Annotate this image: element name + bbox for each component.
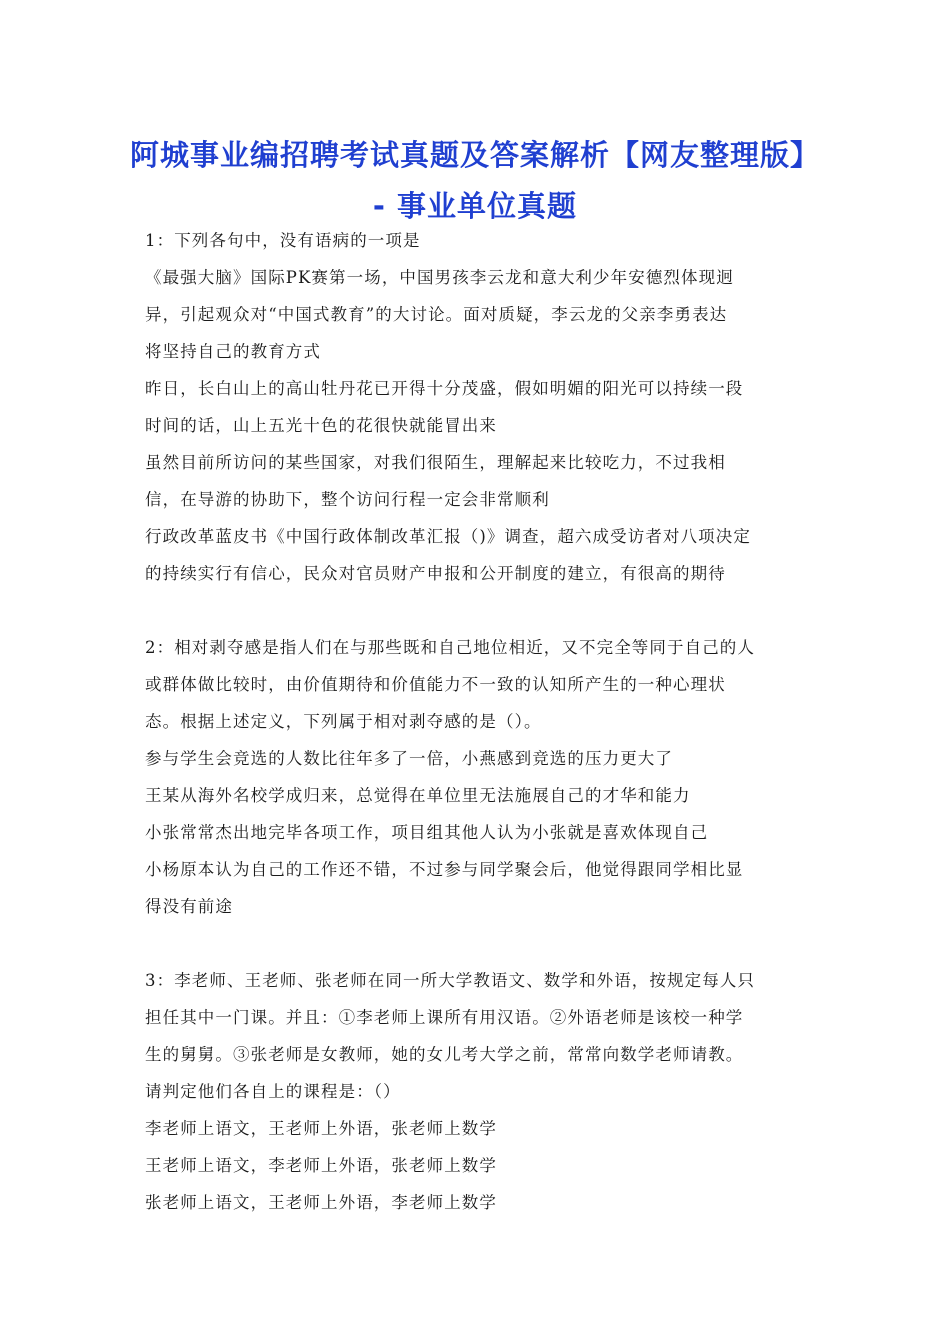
question-3-option-a [145, 1110, 810, 1147]
document-title-line-1: 阿城事业编招聘考试真题及答案解析【网友整理版】 [129, 138, 820, 172]
question-1-option-b [145, 370, 810, 444]
option-line: 张老师上语文，王老师上外语，李老师上数学 [145, 1193, 497, 1212]
option-line: 李老师上语文，王老师上外语，张老师上数学 [145, 1119, 497, 1138]
option-line: 王老师上语文，李老师上外语，张老师上数学 [145, 1156, 497, 1175]
question-2-option-c [145, 814, 810, 851]
option-line: 的持续实行有信心，民众对官员财产申报和公开制度的建立，有很高的期待 [145, 564, 726, 583]
question-2-option-d [145, 851, 810, 925]
question-3-option-b [145, 1147, 810, 1184]
question-2-option-a [145, 740, 810, 777]
option-line: 昨日，长白山上的高山牡丹花已开得十分茂盛，假如明媚的阳光可以持续一段 [145, 379, 744, 398]
question-spacer [145, 925, 810, 962]
question-2 [145, 629, 810, 925]
option-line: 行政改革蓝皮书《中国行政体制改革汇报（)》调查，超六成受访者对八项决定 [145, 527, 751, 546]
question-2-stem [145, 629, 810, 740]
question-3-stem [145, 962, 810, 1110]
question-1-option-d [145, 518, 810, 592]
question-1-option-c [145, 444, 810, 518]
option-line: 参与学生会竞选的人数比往年多了一倍，小燕感到竞选的压力更大了 [145, 749, 673, 768]
question-3-option-c [145, 1184, 810, 1221]
stem-line: 或群体做比较时，由价值期待和价值能力不一致的认知所产生的一种心理状 [145, 675, 726, 694]
stem-line: 态。根据上述定义，下列属于相对剥夺感的是（）。 [145, 712, 542, 731]
option-line: 王某从海外名校学成归来，总觉得在单位里无法施展自己的才华和能力 [145, 786, 691, 805]
document-body [145, 222, 810, 1221]
stem-line: 2：相对剥夺感是指人们在与那些既和自己地位相近，又不完全等同于自己的人 [145, 638, 755, 657]
option-line: 小杨原本认为自己的工作还不错，不过参与同学聚会后，他觉得跟同学相比显 [145, 860, 744, 879]
stem-line: 生的舅舅。③张老师是女教师，她的女儿考大学之前，常常向数学老师请教。 [145, 1045, 744, 1064]
option-line: 虽然目前所访问的某些国家，对我们很陌生，理解起来比较吃力，不过我相 [145, 453, 726, 472]
option-line: 时间的话，山上五光十色的花很快就能冒出来 [145, 416, 497, 435]
option-line: 小张常常杰出地完毕各项工作，项目组其他人认为小张就是喜欢体现自己 [145, 823, 709, 842]
option-line: 《最强大脑》国际PK赛第一场，中国男孩李云龙和意大利少年安德烈体现迥 [145, 268, 734, 287]
question-3 [145, 962, 810, 1221]
question-1 [145, 222, 810, 592]
option-line: 得没有前途 [145, 897, 233, 916]
stem-line: 3：李老师、王老师、张老师在同一所大学教语文、数学和外语，按规定每人只 [145, 971, 755, 990]
question-2-option-b [145, 777, 810, 814]
stem-line: 担任其中一门课。并且：①李老师上课所有用汉语。②外语老师是该校一种学 [145, 1008, 744, 1027]
question-spacer [145, 592, 810, 629]
option-line: 异，引起观众对“中国式教育”的大讨论。面对质疑，李云龙的父亲李勇表达 [145, 305, 728, 324]
question-1-option-a [145, 259, 810, 370]
document-title-line-2: - 事业单位真题 [372, 189, 578, 223]
option-line: 将坚持自己的教育方式 [145, 342, 321, 361]
option-line: 信，在导游的协助下，整个访问行程一定会非常顺利 [145, 490, 550, 509]
question-1-stem: 1：下列各句中，没有语病的一项是 [145, 231, 421, 250]
stem-line: 请判定他们各自上的课程是：（） [145, 1082, 401, 1101]
